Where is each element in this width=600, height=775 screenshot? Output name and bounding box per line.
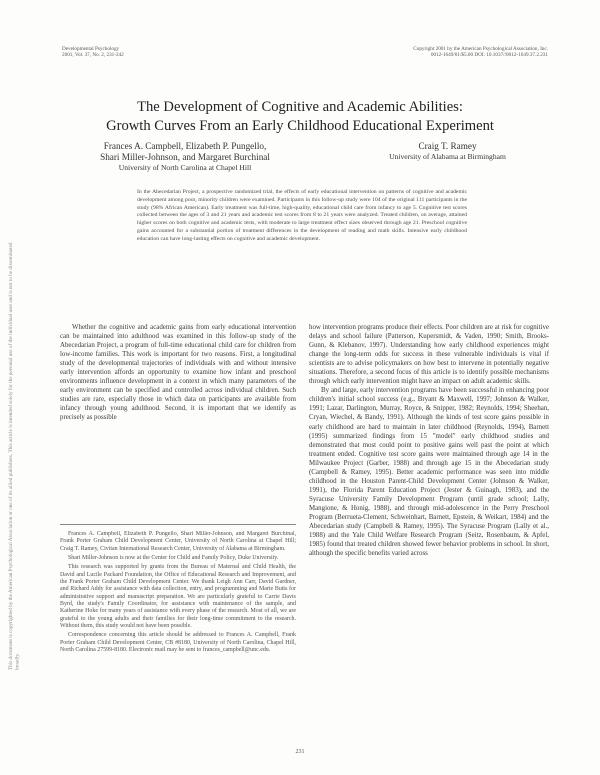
body-column-left bbox=[60, 323, 296, 513]
author-name: Craig T. Ramey bbox=[418, 141, 477, 151]
journal-citation bbox=[62, 46, 212, 59]
body-paragraph: By and large, early intervention programs have been successful in enhancing poor children's initial school success (e.g., Bryant & Maxwell, 1997; Johnson & Walker, 1991; Lazar, Darlington, Murray, Royce, & Snipper, 1982; Reynolds, 1994; Sheehan, Cryan, Wiechel, & Bandy, 1991). Although the kinds of test score gains possible in early childhood are hard to maintain in later childhood (Reynolds, 1994), Barnett (1995) summarized findings from 15 "model" early childhood studies and demonstrated that most could point to positive gains well past the point at which treatment ended. Cognitive test score gains were maintained through age 14 in the Milwaukee Project (Garber, 1988) and through age 15 in the Abecedarian study (Campbell & Ramey, 1995). Better academic performance was seen into middle childhood in the Houston Parent-Child Development Center (Johnson & Walker, 1991), the Florida Parent Education Project (Jester & Guinagh, 1983), and the Syracuse University Family Development Program (until grade school; Lally, Mangione, & Honig, 1988), and through mid-adolescence in the Perry Preschool Program (Berrueta-Clement, Schweinhart, Barnett, Epstein, & Weikart, 1984) and the Abecedarian study (Campbell & Ramey, 1995). The Syracuse Program (Lally et al., 1988) and the Yale Child Welfare Research Program (Seitz, Rosenbaum, & Apfel, 1985) found that treated children showed fewer behavior problems in school. In short, although the specific benefits varied across bbox=[309, 387, 549, 558]
body-column-right bbox=[309, 323, 549, 745]
footnote-current-address: Shari Miller-Johnson is now at the Center for Child and Family Policy, Duke University. bbox=[68, 555, 279, 562]
footnote-correspondence: Correspondence concerning this article should be addressed to Frances A. Campbell, Frank Porter Graham Child Development Center, CB #8180, University of North Carolina, Chapel Hill, North Carolina 27599-8180. Electronic mail may be sent to frances_campbell@unc.edu. bbox=[60, 632, 296, 654]
body-paragraph: how intervention programs produce their effects. Poor children are at risk for cognitive delays and school failure (Patterson, Kupersmidt, & Vaden, 1990; Smith, Brooks-Gunn, & Klebanov, 1997). Understanding how early childhood experiences might change the long-term odds for success in these vulnerable individuals is vital if scientists are to advise policymakers on how best to intervene in potentially negative situations. Therefore, a second focus of this article is to identify possible mechanisms through which early intervention might have an impact on adult academic skills. bbox=[309, 324, 549, 386]
author-block-left bbox=[60, 141, 310, 172]
page-number: 231 bbox=[295, 749, 305, 755]
author-affiliation: University of Alabama at Birmingham bbox=[389, 152, 506, 161]
footnote-divider bbox=[60, 524, 296, 525]
journal-volume: 2001, Vol. 37, No. 2, 231-242 bbox=[62, 52, 124, 59]
footnote-acknowledgments: This research was supported by grants from the Bureau of Maternal and Child Health, the David and Lucile Packard Foundation, the Office of Educational Research and Improvement, and the Frank Porter Graham Child Development Center. We thank Leigh Ann Carr, David Gardner, and Richard Addy for assistance with data collection, entry, and programming and Marie Butts for administrative support and manuscript preparation. We are particularly grateful to Carrie Davis Byrd, the study's Family Coordinator, for assistance with maintenance of the sample, and Katherine Hoke for many years of assistance with every phase of the research. Most of all, we are grateful to the young adults and their families for their long-time commitment to the research. Without them, this study would not have been possible. bbox=[60, 564, 296, 630]
title-line-2: Growth Curves From an Early Childhood Educational Experiment bbox=[106, 118, 494, 134]
copyright-notice bbox=[388, 46, 548, 59]
author-block-right bbox=[350, 141, 545, 161]
copyright-line: Copyright 2001 by the American Psychological Association, Inc. bbox=[413, 46, 548, 52]
footnote-affiliations: Frances A. Campbell, Elizabeth P. Pungello, Shari Miller-Johnson, and Margaret Burchinal, Frank Porter Graham Child Development Center, University of North Carolina at Chapel Hill; Craig T. Ramey, Civitan International Research Center, University of Alabama at Birmingham. bbox=[60, 531, 296, 552]
title-line-1: The Development of Cognitive and Academic Abilities: bbox=[137, 99, 463, 115]
doi-line: 0012-1649/01/$5.00 DOI: 10.1037//0012-1649.37.2.231 bbox=[430, 52, 548, 59]
journal-name: Developmental Psychology bbox=[62, 46, 120, 52]
copyright-side-notice: This document is copyrighted by the American Psychological Association or one of its allied publishers. This article is intended solely for the personal use of the individual user and is not to be disseminated broadly. bbox=[8, 242, 21, 670]
paper-title bbox=[0, 98, 600, 136]
author-names-line-2: Shari Miller-Johnson, and Margaret Burchinal bbox=[100, 152, 270, 162]
author-note bbox=[60, 531, 296, 745]
body-paragraph: Whether the cognitive and academic gains from early educational intervention can be maintained into adulthood was examined in this follow-up study of the Abecedarian Project, a program of full-time educational child care for children from low-income families. This work is important for two reasons. First, a longitudinal study of the developmental trajectories of individuals with and without intensive early intervention affords an opportunity to examine how infant and preschool environments influence development in a context in which many parameters of the early environment can be specified and controlled across individual children. Such studies are rare, especially those in which data on participants are available from infancy through young adulthood. Second, it is important that we identify as precisely as possible bbox=[60, 324, 296, 422]
abstract: In the Abecedarian Project, a prospective randomized trial, the effects of early educational intervention on patterns of cognitive and academic development among poor, minority children were examined. Participants in this follow-up study were 104 of the original 111 participants in the study (98% African American). Early treatment was full-time, high-quality, educational child care from infancy to age 5. Cognitive test scores collected between the ages of 3 and 21 years and academic test scores from 8 to 21 years were analyzed. Treated children, on average, attained higher scores on both cognitive and academic tests, with moderate to large treatment effect sizes observed through age 21. Preschool cognitive gains accounted for a substantial portion of treatment differences in the development of reading and math skills. Intensive early childhood education can have long-lasting effects on cognitive and academic development. bbox=[137, 189, 467, 242]
author-affiliation: University of North Carolina at Chapel Hill bbox=[118, 163, 252, 172]
author-names-line-1: Frances A. Campbell, Elizabeth P. Pungello, bbox=[103, 141, 267, 151]
